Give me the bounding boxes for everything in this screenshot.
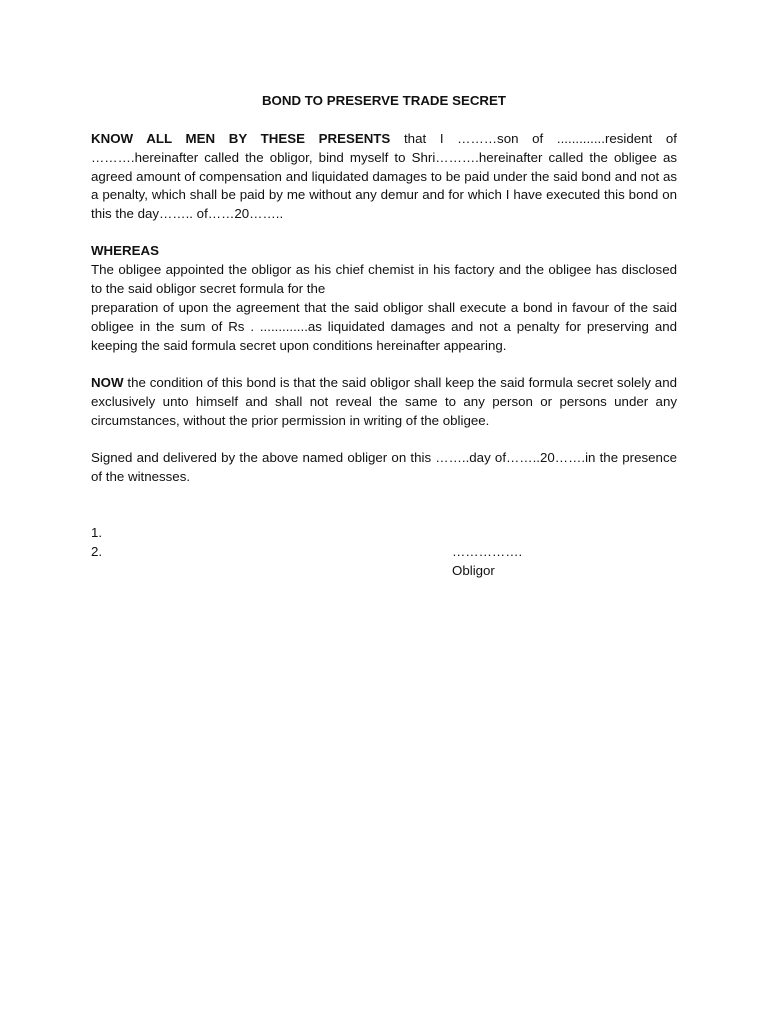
signed-paragraph: Signed and delivered by the above named obliger on this ……..day of……..20…….in the presence of the witnesses. [91, 450, 677, 484]
document-title: BOND TO PRESERVE TRADE SECRET [261, 93, 507, 108]
whereas-paragraph-2: preparation of upon the agreement that the said obligor shall execute a bond in favour of the said obligee in the sum of Rs . .............as liquidated damages and not a penalty for preserving and keeping the said formula secret upon conditions hereinafter appearing. [91, 300, 677, 353]
witness-2: 2. [91, 544, 103, 559]
whereas-paragraph-1: The obligee appointed the obligor as his chief chemist in his factory and the obligee has disclosed to the said obligor secret formula for the [91, 262, 677, 296]
signature-label: Obligor [452, 563, 495, 578]
intro-lead: KNOW ALL MEN BY THESE PRESENTS [91, 131, 391, 146]
now-paragraph [91, 374, 677, 430]
intro-paragraph [91, 130, 677, 224]
witness-1: 1. [91, 525, 103, 540]
whereas-heading: WHEREAS [91, 243, 159, 258]
now-lead: NOW [91, 375, 124, 390]
signature-line: ……………. [452, 544, 523, 559]
now-text: the condition of this bond is that the said obligor shall keep the said formula secret solely and exclusively unto himself and shall not reveal the same to any person or persons under any circumstances, without the prior permission in writing of the obligee. [91, 375, 677, 428]
intro-text: that I ………son of .............resident of ……….hereinafter called the obligor, bind myself to Shri……….hereinafter called the obligee as agreed amount of compensation and liquidated damages to be paid under the said bond and not as a penalty, which shall be paid by me without any demur and for which I have executed this bond on this the day…….. of……20…….. [91, 131, 677, 222]
